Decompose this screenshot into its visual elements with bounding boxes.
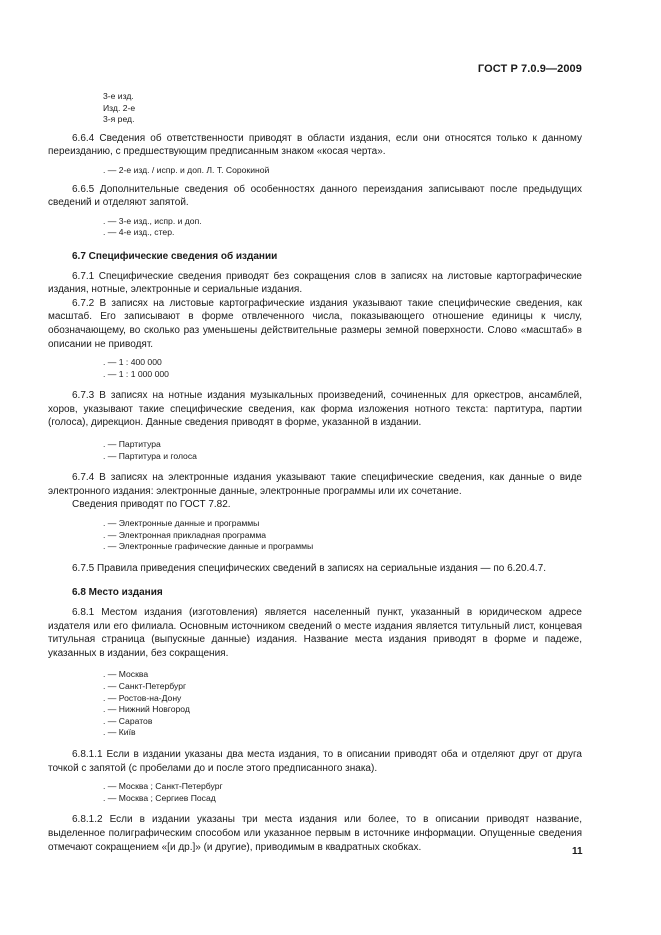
example-line: . — Москва <box>103 669 149 680</box>
example-line: . — Москва ; Сергиев Посад <box>103 792 216 803</box>
example-line: . — 1 : 400 000 <box>103 357 162 368</box>
example-line: . — 3-е изд., испр. и доп. <box>103 215 202 226</box>
example-line: . — Санкт-Петербург <box>103 680 187 691</box>
example-line: . — Электронная прикладная программа <box>103 529 267 540</box>
example-line: . — Нижний Новгород <box>103 704 190 715</box>
clause-6-7-2: 6.7.2 В записях на листовые картографические издания указывают такие специфические сведения, как масштаб. Его записывают в форме отвлеченного числа, показывающего отношение единицы к числу, обозначающему, во сколько раз уменьшены действительные размеры земной поверхности. Слово «масштаб» в описании не приводят. <box>48 297 582 350</box>
example-line: . — Партитура и голоса <box>103 450 197 461</box>
example-line: . — Київ <box>103 727 136 738</box>
example-line: . — Электронные данные и программы <box>103 518 260 529</box>
example-6-8-1-1 <box>48 781 582 804</box>
clause-6-7-3: 6.7.3 В записях на нотные издания музыкальных произведений, сочиненных для оркестров, ансамблей, хоров, указывают такие специфические сведения, как форма изложения нотного текста: партитура, партии (голоса), дирекцион. Данные сведения приводят в форме, указанной в издании. <box>48 390 582 429</box>
clause-6-6-4: 6.6.4 Сведения об ответственности приводят в области издания, если они относятся только к данному переизданию, с предшествующим предписанным знаком «косая черта». <box>48 132 582 158</box>
example-line: . — Ростов-на-Дону <box>103 692 182 703</box>
clause-6-7-1: 6.7.1 Специфические сведения приводят без сокращения слов в записях на листовые картографические издания, нотные, электронные и сериальные издания. <box>48 270 582 296</box>
clause-6-7-4-reference: Сведения приводят по ГОСТ 7.82. <box>72 499 231 511</box>
section-heading-6-7: 6.7 Специфические сведения об издании <box>72 250 278 262</box>
example-line: . — 2-е изд. / испр. и доп. Л. Т. Сорокиной <box>103 164 270 175</box>
section-heading-6-8: 6.8 Место издания <box>72 587 163 599</box>
clause-6-8-1-1: 6.8.1.1 Если в издании указаны два места издания, то в описании приводят оба и отделяют друг от друга точкой с запятой (с пробелами до и после этого предписанного знака). <box>48 748 582 774</box>
example-line: . — Саратов <box>103 715 153 726</box>
example-6-6-4 <box>48 165 582 177</box>
example-line: . — Электронные графические данные и программы <box>103 541 314 552</box>
example-6-6-5 <box>48 216 582 239</box>
example-line: 3-е изд. <box>103 91 134 101</box>
clause-6-8-1-2: 6.8.1.2 Если в издании указаны три места издания или более, то в описании приводят название, выделенное полиграфическим способом или указанное первым в источнике информации. Опущенные сведения отмечают сокращением «[и др.]» (и другие), приводимым в квадратных скобках. <box>48 814 582 853</box>
clause-6-7-4: 6.7.4 В записях на электронные издания указывают такие специфические сведения, как данные о виде электронного издания: электронные данные, электронные программы или их сочетание. <box>48 472 582 497</box>
example-editions <box>48 91 582 126</box>
document-code: ГОСТ Р 7.0.9—2009 <box>477 63 582 75</box>
example-line: . — 1 : 1 000 000 <box>103 368 169 379</box>
example-6-7-4 <box>48 518 582 553</box>
example-line: 3-я ред. <box>103 114 135 125</box>
page-number: 11 <box>572 846 583 857</box>
clause-6-7-5: 6.7.5 Правила приведения специфических сведений в записях на сериальные издания — по 6.20.4.7. <box>72 562 546 574</box>
example-6-7-3 <box>48 439 582 462</box>
example-line: . — 4-е изд., стер. <box>103 227 175 238</box>
example-6-7-2 <box>48 357 582 380</box>
example-line: . — Партитура <box>103 439 161 450</box>
example-line: Изд. 2-е <box>103 102 136 113</box>
clause-6-6-5: 6.6.5 Дополнительные сведения об особенностях данного переиздания записывают после предыдущих сведений и отделяют запятой. <box>48 183 582 209</box>
clause-6-8-1: 6.8.1 Местом издания (изготовления) является населенный пункт, указанный в юридическом адресе издателя или его филиала. Основным источником сведений о месте издания является титульный лист, концевая титульная страница (выпускные данные) издания. Название места издания приводят в форме и падеже, указанных в издании, без сокращения. <box>48 607 582 659</box>
example-line: . — Москва ; Санкт-Петербург <box>103 781 223 792</box>
example-6-8-1 <box>48 669 582 739</box>
page-body <box>48 91 582 854</box>
